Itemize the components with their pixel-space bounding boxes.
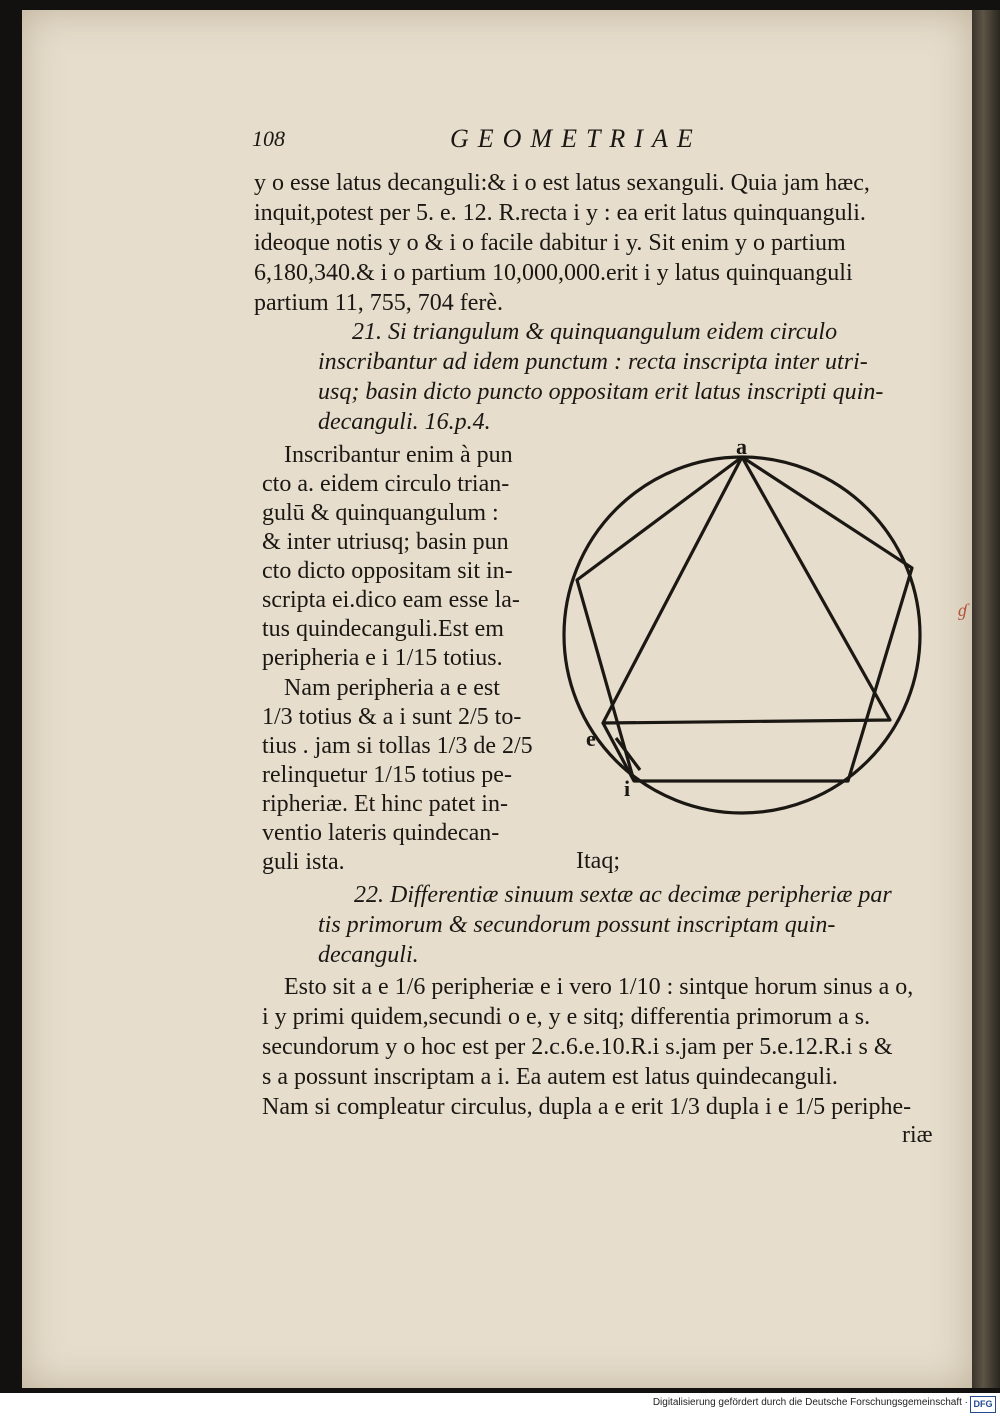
text-line: guli ista. — [262, 849, 345, 875]
text-line: secundorum y o hoc est per 2.c.6.e.10.R.i s.jam per 5.e.12.R.i s & — [262, 1034, 893, 1060]
label-i: i — [624, 776, 631, 801]
proposition-line: decanguli. — [318, 942, 419, 968]
proposition-line: tis primorum & secundorum possunt inscriptam quin- — [318, 912, 836, 938]
inscribed-polygons-figure — [560, 440, 940, 830]
text-line: gulū & quinquangulum : — [262, 500, 499, 526]
circle — [564, 457, 920, 813]
dfg-logo: DFG — [970, 1396, 996, 1413]
margin-mark: ɠ — [958, 600, 967, 620]
text-line: inquit,potest per 5. e. 12. R.recta i y : ea erit latus quinquanguli. — [254, 200, 866, 226]
proposition-line: 22. Differentiæ sinuum sextæ ac decimæ peripheriæ par — [354, 882, 892, 908]
pentagon — [577, 457, 912, 781]
page-number: 108 — [252, 126, 285, 151]
triangle — [603, 457, 890, 723]
proposition-line: inscribantur ad idem punctum : recta inscripta inter utri- — [318, 349, 868, 375]
text-line: Inscribantur enim à pun — [284, 442, 513, 468]
text-line: ventio lateris quindecan- — [262, 820, 500, 846]
text-line: cto dicto oppositam sit in- — [262, 558, 513, 584]
text-line: 6,180,340.& i o partium 10,000,000.erit i y latus quinquanguli — [254, 260, 853, 286]
text-line: & inter utriusq; basin pun — [262, 529, 509, 555]
text-line: cto a. eidem circulo trian- — [262, 471, 510, 497]
running-title: GEOMETRIAE — [450, 124, 702, 153]
label-a: a — [736, 434, 747, 459]
proposition-line: decanguli. 16.p.4. — [318, 409, 491, 435]
digitization-footer — [0, 1393, 1000, 1416]
text-line: y o esse latus decanguli:& i o est latus sexanguli. Quia jam hæc, — [254, 170, 870, 196]
label-e: e — [586, 726, 596, 751]
proposition-line: usq; basin dicto puncto oppositam erit latus inscripti quin- — [318, 379, 884, 405]
text-line: Nam si compleatur circulus, dupla a e erit 1/3 dupla i e 1/5 periphe- — [262, 1094, 912, 1120]
text-line: tius . jam si tollas 1/3 de 2/5 — [262, 733, 533, 759]
text-line: tus quindecanguli.Est em — [262, 616, 504, 642]
text-line: Esto sit a e 1/6 peripheriæ e i vero 1/10 : sintque horum sinus a o, — [284, 974, 914, 1000]
text-line: 1/3 totius & a i sunt 2/5 to- — [262, 704, 522, 730]
text-line: scripta ei.dico eam esse la- — [262, 587, 520, 613]
funding-notice: Digitalisierung gefördert durch die Deutsche Forschungsgemeinschaft · — [652, 1397, 968, 1408]
text-line: partium 11, 755, 704 ferè. — [254, 290, 504, 316]
text-line: peripheria e i 1/15 totius. — [262, 645, 503, 671]
text-line: Nam peripheria a e est — [284, 675, 500, 701]
text-line: relinquetur 1/15 totius pe- — [262, 762, 512, 788]
catchword-bottom: riæ — [902, 1122, 933, 1148]
text-line: ripheriæ. Et hinc patet in- — [262, 791, 508, 817]
catchword: Itaq; — [576, 848, 620, 874]
text-line: s a possunt inscriptam a i. Ea autem est latus quindecanguli. — [262, 1064, 838, 1090]
text-line: ideoque notis y o & i o facile dabitur i y. Sit enim y o partium — [254, 230, 846, 256]
text-line: i y primi quidem,secundi o e, y e sitq; differentia primorum a s. — [262, 1004, 871, 1030]
book-edge — [972, 10, 1000, 1388]
proposition-line: 21. Si triangulum & quinquangulum eidem circulo — [352, 319, 838, 345]
